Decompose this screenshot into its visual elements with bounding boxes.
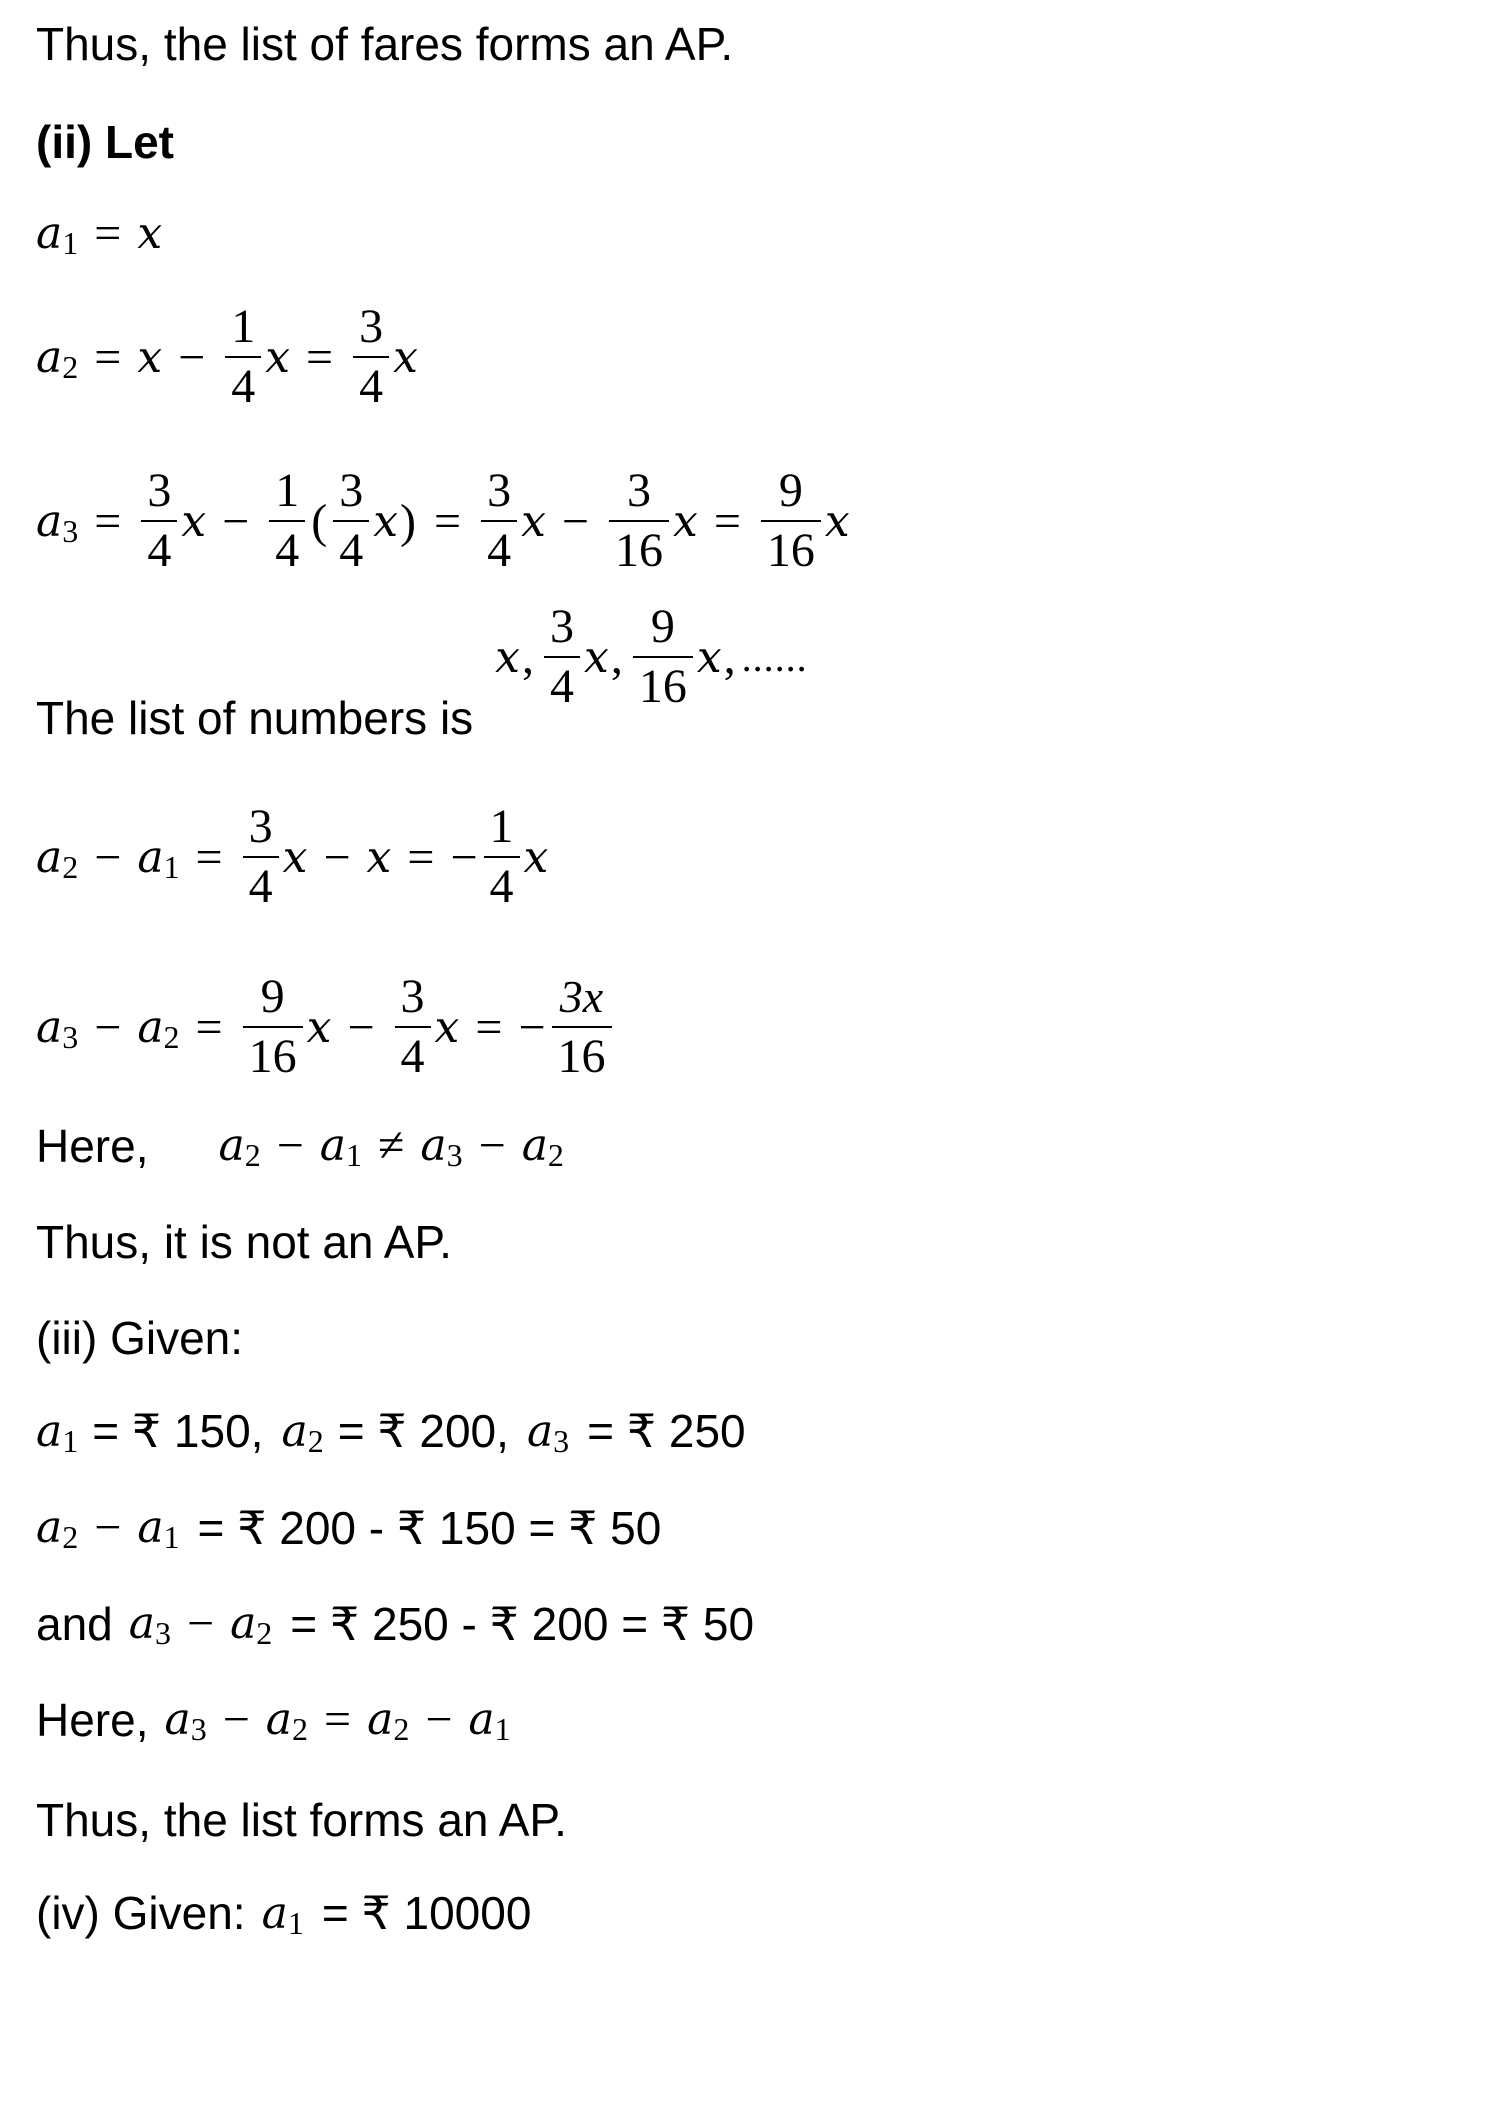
math-operator: = [94,330,122,384]
fraction-denominator: 4 [248,860,273,913]
part-ii-heading: (ii) Let [36,116,174,168]
subscript: 1 [494,1711,511,1747]
fraction-numerator: 3 [147,464,172,517]
math-variable: x [673,495,698,547]
math-variable: a [265,1694,293,1745]
fraction-numerator: 1 [489,800,514,853]
conclusion-not-ap: Thus, it is not an AP. [36,1216,452,1268]
math-operator: − [222,494,250,548]
eq-a1-equals-x [36,206,162,261]
text-span: The list of numbers is [36,692,474,744]
math-variable: a [281,1405,308,1457]
subscript: 3 [446,1137,463,1173]
math-operator: = [195,830,223,884]
text-span: Here, [36,1119,149,1172]
fraction-3-16 [609,462,669,580]
fraction-numerator: 3 [339,464,364,517]
math-variable: a [36,831,63,883]
subscript: 3 [62,512,79,549]
text-span: = ₹ 250 - ₹ 200 = ₹ 50 [290,1597,755,1650]
fraction-numerator: 3 [487,464,512,517]
math-variable: a [319,1120,347,1171]
fraction-denominator: 16 [615,524,663,577]
math-variable: a [526,1405,554,1457]
subscript: 1 [287,1904,304,1941]
math-operator: ( [311,494,328,548]
part-iii-heading: (iii) Given: [36,1312,244,1364]
math-variable: x [137,331,163,383]
text-span: ...... [741,634,808,680]
fraction-denominator: 4 [550,660,574,713]
math-variable: a [230,1598,257,1649]
subscript: 2 [256,1615,273,1651]
math-variable: a [36,331,63,383]
conclusion-fares-ap: Thus, the list of fares forms an AP. [36,18,734,70]
math-operator: − [347,1000,375,1054]
math-operator: , [522,630,534,684]
fraction-1-4 [269,462,305,580]
math-variable: x [523,831,549,883]
math-operator: − [94,1000,122,1054]
subscript: 2 [547,1137,564,1173]
subscript: 3 [154,1615,171,1651]
math-variable: a [367,1694,394,1745]
math-variable: a [420,1120,447,1171]
math-operator: − [561,494,589,548]
math-variable: a [137,1502,164,1553]
fraction-denominator: 4 [147,524,172,577]
fraction-numerator: 3 [400,970,425,1023]
math-variable: x [696,631,722,683]
fraction-numerator: 1 [231,300,256,353]
fraction-numerator: 3 [627,464,651,517]
text-span: = ₹ 200, [337,1405,509,1457]
math-variable: x [373,495,399,547]
fraction-3-4 [333,462,369,580]
math-variable: x [366,831,392,883]
here-not-equal [36,1118,564,1173]
math-operator: = [94,207,122,260]
fraction-denominator: 16 [638,660,687,713]
fraction-3-4 [544,598,580,716]
subscript: 2 [244,1137,261,1173]
math-operator: ) [400,494,417,548]
fraction-numerator: 9 [778,464,803,517]
text-span: = ₹ 150, [92,1405,264,1457]
fraction-denominator: 4 [339,524,364,577]
math-operator: − [178,330,206,384]
subscript: 2 [292,1711,309,1747]
sequence [495,598,807,716]
fraction-denominator: 4 [400,1030,425,1083]
math-variable: x [521,495,546,547]
math-operator: = [475,1000,503,1054]
math-operator: = [324,1693,352,1746]
math-operator: = [94,494,122,548]
fraction-3-4 [395,968,431,1086]
math-variable: x [137,208,163,259]
fraction-3-4 [141,462,177,580]
fraction-3x-16 [552,968,612,1086]
conclusion-forms-ap: Thus, the list forms an AP. [36,1794,567,1846]
math-variable: a [137,1001,164,1053]
text-span: = ₹ 10000 [321,1887,532,1939]
given-values-iii [36,1404,746,1458]
fraction-numerator: 3x [559,971,604,1022]
math-operator: , [723,630,736,684]
math-variable: a [36,208,63,259]
math-variable: x [824,495,850,547]
math-operator: = [407,830,435,884]
text-span: (iv) Given: [36,1887,246,1939]
subscript: 1 [163,1519,180,1555]
diff-a2-a1-values [36,1500,661,1555]
math-operator: − [222,1693,250,1746]
fraction-numerator: 3 [550,600,574,653]
math-variable: a [128,1598,155,1649]
fraction-3-4 [243,798,279,916]
fraction-1-4 [225,298,261,416]
fraction-9-16 [761,462,821,580]
math-operator: − [518,1000,546,1054]
text-span: = ₹ 200 - ₹ 150 = ₹ 50 [197,1501,662,1554]
math-variable: a [36,1001,63,1053]
fraction-denominator: 4 [489,860,514,913]
math-operator: − [450,830,478,884]
math-operator: ≠ [378,1119,405,1172]
math-variable: a [137,831,164,883]
fraction-denominator: 16 [766,524,815,577]
math-variable: a [261,1887,288,1939]
math-variable: x [181,495,207,547]
text-span: Here, [36,1693,149,1746]
math-operator: , [610,630,623,684]
subscript: 2 [393,1711,410,1747]
fraction-denominator: 16 [248,1030,297,1083]
math-operator: − [94,1501,122,1554]
fraction-numerator: 9 [650,600,675,653]
fraction-numerator: 3 [248,800,273,853]
fraction-numerator: 3 [359,300,384,353]
subscript: 2 [307,1422,324,1459]
subscript: 2 [62,1519,79,1555]
math-variable: x [495,631,520,683]
subscript: 2 [62,848,79,885]
fraction-denominator: 4 [487,524,512,577]
fraction-9-16 [633,598,693,716]
text-span: and [36,1597,113,1650]
math-operator: − [478,1119,506,1172]
subscript: 1 [62,1422,79,1459]
fraction-denominator: 4 [275,524,300,577]
math-variable: x [306,1001,332,1053]
math-operator: − [276,1119,304,1172]
math-variable: a [468,1694,495,1745]
eq-a2-minus-a1 [36,798,548,916]
part-iv-given [36,1886,531,1940]
list-of-numbers [36,600,808,746]
math-variable: x [265,331,291,383]
subscript: 2 [62,348,79,385]
math-operator: − [186,1597,215,1650]
fraction-denominator: 4 [359,360,384,413]
eq-a3-minus-a2 [36,968,616,1086]
fraction-3-4 [353,298,389,416]
math-operator: − [425,1693,453,1746]
math-variable: a [164,1694,191,1745]
subscript: 3 [190,1711,207,1747]
math-operator: = [306,330,334,384]
math-variable: a [36,495,63,547]
math-variable: a [36,1502,63,1553]
fraction-denominator: 4 [231,360,256,413]
fraction-1-4 [484,798,520,916]
math-variable: a [521,1120,548,1171]
fraction-denominator: 16 [557,1030,606,1083]
math-operator: − [323,830,351,884]
math-variable: x [282,831,308,883]
subscript: 1 [163,848,180,885]
subscript: 3 [62,1018,79,1055]
math-variable: x [434,1001,460,1053]
fraction-9-16 [243,968,303,1086]
math-variable: x [393,331,418,383]
eq-a3 [36,462,850,580]
fraction-3-4 [481,462,517,580]
text-span: = ₹ 250 [587,1405,746,1457]
subscript: 3 [553,1422,570,1459]
diff-a3-a2-values [36,1596,754,1651]
math-operator: = [434,494,462,548]
math-variable: a [218,1120,245,1171]
fraction-numerator: 9 [260,970,285,1023]
eq-a2 [36,298,418,416]
here-equal [36,1692,511,1747]
math-operator: − [94,830,122,884]
subscript: 1 [346,1137,363,1173]
math-operator: = [195,1000,223,1054]
math-variable: x [584,631,609,683]
subscript: 1 [62,225,79,261]
fraction-numerator: 1 [275,464,300,517]
subscript: 2 [163,1018,180,1055]
math-variable: a [36,1405,63,1457]
math-operator: = [713,494,741,548]
